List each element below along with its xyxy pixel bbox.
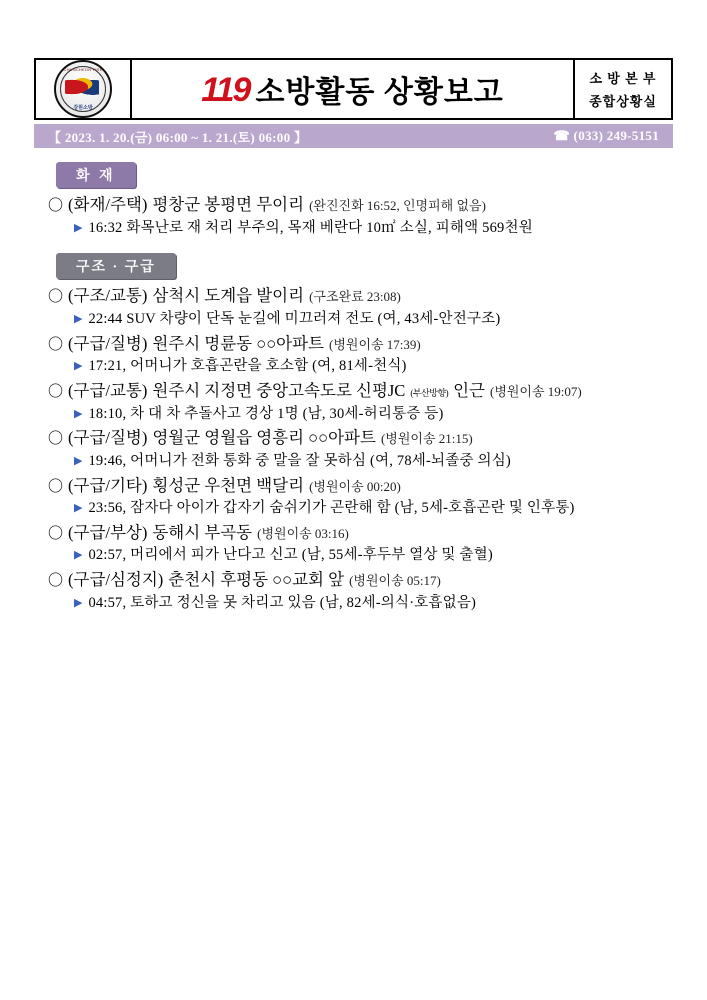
triangle-bullet-icon: ▶ [74, 502, 83, 515]
item-detail-text: 18:10, 차 대 차 추돌사고 경상 1명 (남, 30세-허리통증 등) [88, 405, 444, 422]
item-place-note: (부산방향) [410, 387, 449, 398]
emblem-top-text: CHUNCHEON FIRE [63, 67, 103, 72]
list-item [48, 378, 673, 425]
circle-bullet-icon: 〇 [48, 477, 64, 495]
item-status: (병원이송 03:16) [257, 525, 349, 541]
item-detail-row [74, 593, 673, 615]
item-detail-text: 16:32 화목난로 재 처리 부주의, 목재 베란다 10㎡ 소실, 피해액 569천원 [88, 219, 533, 236]
item-status: (병원이송 00:20) [309, 478, 401, 494]
agency-logo [36, 60, 132, 118]
triangle-bullet-icon: ▶ [74, 312, 83, 325]
list-item [48, 567, 673, 614]
item-detail-text: 17:21, 어머니가 호흡곤란을 호소함 (여, 81세-천식) [88, 358, 407, 375]
item-detail-row [74, 218, 673, 240]
list-item [48, 283, 673, 330]
page-title: 소방활동 상황보고 [255, 76, 504, 109]
item-status: (병원이송 05:17) [349, 573, 441, 589]
list-item [48, 331, 673, 378]
report-title-block [132, 60, 575, 118]
item-place-tail: 인근 [453, 380, 485, 400]
item-detail-text: 02:57, 머리에서 피가 난다고 신고 (남, 55세-후두부 열상 및 출혈) [88, 547, 493, 564]
period-bar [34, 124, 673, 148]
item-detail-text: 19:46, 어머니가 전화 통화 중 말을 잘 못하심 (여, 78세-뇌졸중 의심) [88, 452, 511, 469]
section-chip-fire: 화 재 [56, 162, 136, 188]
item-place: 춘천시 후평동 ○○교회 앞 [168, 570, 345, 590]
triangle-bullet-icon: ▶ [74, 360, 83, 373]
item-status: (완진진화 16:52, 인명피해 없음) [309, 198, 486, 213]
circle-bullet-icon: 〇 [48, 430, 64, 448]
item-category: (구급/기타) [68, 475, 148, 495]
circle-bullet-icon: 〇 [48, 524, 64, 542]
item-detail-text: 23:56, 잠자다 아이가 갑자기 숨쉬기가 곤란해 함 (남, 5세-호흡곤란 및 인후통) [88, 500, 575, 517]
circle-bullet-icon: 〇 [48, 572, 64, 590]
issuing-unit [575, 60, 671, 118]
item-category: (구급/질병) [68, 333, 148, 353]
item-place: 동해시 부곡동 [152, 522, 253, 542]
item-category: (구급/질병) [68, 428, 148, 448]
item-headline [48, 283, 673, 309]
section-rescue [34, 239, 673, 614]
item-category: (구급/심정지) [68, 570, 164, 590]
item-detail-row [74, 451, 673, 473]
item-detail-row [74, 309, 673, 331]
item-headline [48, 378, 673, 404]
item-headline [48, 331, 673, 357]
triangle-bullet-icon: ▶ [74, 549, 83, 562]
contact-phone: ☎ (033) 249-5151 [553, 128, 659, 143]
item-headline [48, 520, 673, 546]
fire-emblem-icon [54, 60, 112, 118]
item-place: 평창군 봉평면 무이리 [152, 195, 305, 214]
119-text: 119 [201, 71, 250, 109]
triangle-bullet-icon: ▶ [74, 221, 83, 234]
list-item [48, 192, 673, 239]
section-fire [34, 148, 673, 239]
item-detail-row [74, 404, 673, 426]
item-detail-row [74, 545, 673, 567]
item-detail-text: 04:57, 토하고 정신을 못 차리고 있음 (남, 82세-의식·호흡없음) [88, 594, 477, 611]
119-logo-icon [201, 73, 249, 107]
period-range: 【 2023. 1. 20.(금) 06:00 ~ 1. 21.(토) 06:00 】 [48, 129, 308, 145]
item-detail-text: 22:44 SUV 차량이 단독 눈길에 미끄러져 전도 (여, 43세-안전구조) [88, 310, 501, 327]
list-item [48, 425, 673, 472]
item-headline [48, 473, 673, 499]
item-category: (구조/교통) [68, 286, 148, 306]
triangle-bullet-icon: ▶ [74, 596, 83, 609]
item-place: 횡성군 우천면 백달리 [152, 475, 305, 495]
list-item [48, 473, 673, 520]
report-header [34, 58, 673, 120]
item-place: 삼척시 도계읍 발이리 [152, 286, 305, 306]
circle-bullet-icon: 〇 [48, 335, 64, 353]
circle-bullet-icon: 〇 [48, 382, 64, 400]
item-headline [48, 567, 673, 593]
emblem-figures [65, 75, 99, 95]
item-category: (구급/교통) [68, 380, 148, 400]
item-category: (구급/부상) [68, 522, 148, 542]
item-place: 원주시 지정면 중앙고속도로 신평JC [152, 380, 406, 400]
item-detail-row [74, 498, 673, 520]
circle-bullet-icon: 〇 [48, 197, 64, 214]
triangle-bullet-icon: ▶ [74, 454, 83, 467]
item-status: (병원이송 21:15) [380, 431, 473, 447]
circle-bullet-icon: 〇 [48, 288, 64, 306]
item-status: (구조완료 23:08) [309, 289, 401, 305]
unit-line-2: 종합상황실 [589, 94, 657, 109]
item-status: (병원이송 17:39) [329, 336, 421, 352]
triangle-bullet-icon: ▶ [74, 407, 83, 420]
item-status: (병원이송 19:07) [489, 383, 582, 399]
emblem-bottom-text: 강원소방 [73, 105, 93, 111]
item-headline [48, 425, 673, 451]
item-headline [48, 192, 673, 218]
item-detail-row [74, 356, 673, 378]
unit-line-1: 소 방 본 부 [589, 71, 657, 86]
item-place: 원주시 명륜동 ○○아파트 [152, 333, 324, 353]
section-chip-rescue: 구조 · 구급 [56, 253, 176, 279]
item-place: 영월군 영월읍 영흥리 ○○아파트 [152, 428, 376, 448]
list-item [48, 520, 673, 567]
item-category: (화재/주택) [68, 195, 148, 214]
